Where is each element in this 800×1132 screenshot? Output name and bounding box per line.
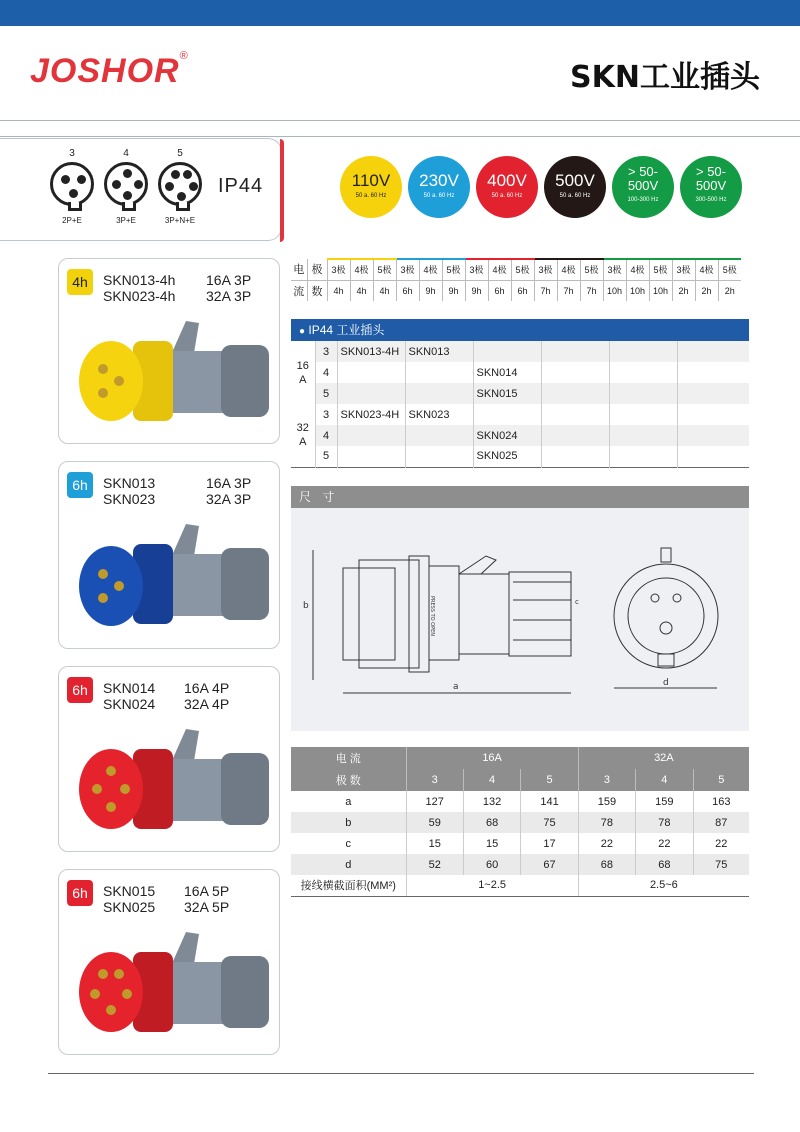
plug-image-yellow <box>71 311 271 441</box>
table-row: b 59 68 75 78 78 87 <box>291 812 749 833</box>
product-card-red-4p: 6h SKN014 SKN024 16A 4P 32A 4P <box>58 666 280 852</box>
socket-face-icon <box>50 162 94 206</box>
pin-diagram-3: 3 2P+E <box>42 148 102 225</box>
hour-badge: 6h <box>67 472 93 498</box>
product-card-blue: 6h SKN013 SKN023 16A 3P 32A 3P <box>58 461 280 649</box>
dim-label-c: c <box>575 598 579 606</box>
socket-face-icon <box>158 162 202 206</box>
table-row: 接线横截面积(MM²) 1~2.5 2.5~6 <box>291 875 749 896</box>
voltage-230-badge: 230V 50 a. 60 Hz <box>408 156 470 218</box>
divider <box>0 136 800 137</box>
ip44-section-header: ● IP44 工业插头 <box>291 319 749 341</box>
dimension-drawing <box>291 508 749 731</box>
plug-dimension-diagram <box>291 508 749 731</box>
table-row: c 15 15 17 22 22 22 <box>291 833 749 854</box>
page-title: SKN工业插头 <box>570 60 760 95</box>
dim-label-a: a <box>453 682 459 692</box>
dimension-section-header: 尺 寸 <box>291 486 749 508</box>
pole-hour-table: 电 极 3极 4极 5极 3极 4极 5极 3极 4极 5极 3极 4极 5极 3极 4极 5极 3极 4极 5极 流 数 4h 4h 4h 6h 9h 9h 9h 6h 6h 7h 7h 7h 10h 10h 10h 2h 2h 2h <box>291 258 741 301</box>
top-color-bar <box>0 0 800 26</box>
socket-face-icon <box>104 162 148 206</box>
table-row: a 127 132 141 159 159 163 <box>291 791 749 812</box>
voltage-110-badge: 110V 50 a. 60 Hz <box>340 156 402 218</box>
accent-mark <box>280 139 284 242</box>
plug-image-blue <box>71 514 271 644</box>
water-drop-icon: ● <box>299 326 306 337</box>
plug-image-red-5p <box>71 922 271 1052</box>
hour-badge: 6h <box>67 880 93 906</box>
footer-divider <box>48 1073 754 1074</box>
hour-badge: 4h <box>67 269 93 295</box>
ip-rating-label: IP44 <box>218 175 264 197</box>
dim-label-b: b <box>303 601 309 611</box>
plug-image-red <box>71 719 271 849</box>
dimension-table: 电 流 16A 32A 极 数 3 4 5 3 4 5 a 127 132 141 159 159 163 b 59 68 75 78 78 87 c 15 15 17 22 22 22 d 52 60 67 68 68 75 接线横截面积(MM²) 1~2.5 2.5~6 <box>291 747 749 897</box>
voltage-400-badge: 400V 50 a. 60 Hz <box>476 156 538 218</box>
divider <box>0 120 800 121</box>
voltage-500-badge: 500V 50 a. 60 Hz <box>544 156 606 218</box>
dim-label-d: d <box>663 678 669 688</box>
product-card-red-5p: 6h SKN015 SKN025 16A 5P 32A 5P <box>58 869 280 1055</box>
plug-text-label: PRESS TO OPEN <box>429 596 435 637</box>
voltage-50-500-badge: > 50- 500V 100-300 Hz <box>612 156 674 218</box>
table-row: d 52 60 67 68 68 75 <box>291 854 749 875</box>
pin-diagram-5: 5 3P+N+E <box>150 148 210 225</box>
brand-logo: JOSHOR® <box>30 50 189 90</box>
ip44-model-table: 16 A 3 SKN013-4H SKN013 4 SKN014 5 SKN015 32 A 3 SKN023-4H SKN023 4 SKN024 5 SKN025 <box>291 341 749 468</box>
product-card-yellow: 4h SKN013-4h SKN023-4h 16A 3P 32A 3P <box>58 258 280 444</box>
voltage-50-500-badge-hf: > 50- 500V 300-500 Hz <box>680 156 742 218</box>
hour-badge: 6h <box>67 677 93 703</box>
pin-diagram-4: 4 3P+E <box>96 148 156 225</box>
